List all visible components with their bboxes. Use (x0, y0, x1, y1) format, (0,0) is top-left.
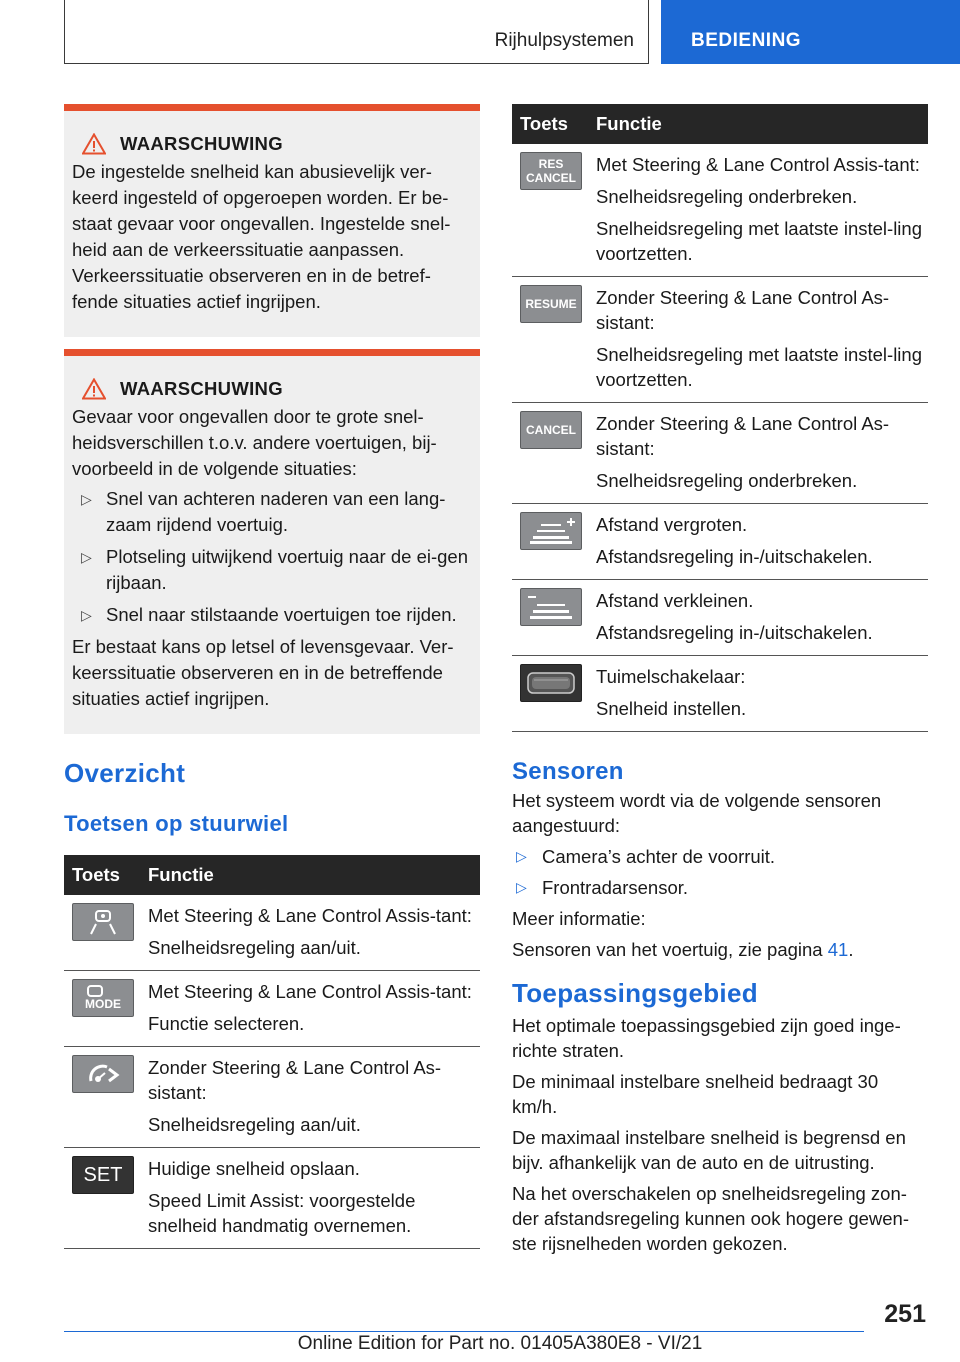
application-heading: Toepassingsgebied (512, 978, 758, 1008)
warning-intro: Gevaar voor ongevallen door te grote snel-heidsverschillen t.o.v. andere voertuigen, bij-voorbeeld in de volgende situaties: (72, 406, 437, 479)
table-row: SET Huidige snelheid opslaan. Speed Limit Assist: voorgestelde snelheid handmatig overnemen. (64, 1148, 480, 1249)
sensors-heading: Sensoren (512, 758, 624, 785)
table-row: Afstand vergroten. Afstandsregeling in-/uitschakelen. (512, 504, 928, 580)
list-item: ▷ Camera’s achter de voorruit. (516, 846, 776, 867)
col-header-key: Toets (64, 855, 140, 895)
resume-icon: RESUME (520, 285, 582, 323)
distance-increase-icon (520, 512, 582, 550)
chapter-tab[interactable] (661, 0, 960, 64)
overview-heading: Overzicht (64, 758, 186, 788)
distance-decrease-icon (520, 588, 582, 626)
table-row: Zonder Steering & Lane Control As-sistant: Snelheidsregeling aan/uit. (64, 1047, 480, 1148)
steering-keys-table-left (64, 855, 480, 1249)
sensors-section: Het systeem wordt via de volgende sensoren aangestuurd: ▷ Camera’s achter de voorruit. ▷ Frontradarsensor. Meer informatie: Sensoren van het voertuig, zie pagina 41. (512, 788, 928, 962)
res-cancel-icon: RES CANCEL (520, 152, 582, 190)
list-item: ▷ Snel van achteren naderen van een lang-zaam rijdend voertuig. (81, 488, 446, 535)
warning-title: WAARSCHUWING (72, 376, 472, 402)
table-row: Afstand verkleinen. Afstandsregeling in-/uitschakelen. (512, 580, 928, 656)
warning-box-1 (64, 104, 480, 337)
triangle-bullet-icon: ▷ (81, 549, 92, 565)
header-section-box (64, 0, 649, 64)
application-section: Het optimale toepassingsgebied zijn goed inge-richte straten. De minimaal instelbare snelheid bedraagt 30 km/h. De maximaal instelbare snelheid is begrensd en bijv. afhankelijk van de auto en de uitrusting. Na het overschakelen op snelheidsregeling zon-der afstandsregeling kunnen ook hogere gewen-ste rijsnelheden worden gekozen. (512, 1015, 910, 1254)
lane-assist-icon (72, 903, 134, 941)
col-header-key: Toets (512, 104, 588, 144)
list-item: ▷ Snel naar stilstaande voertuigen toe rijden. (72, 602, 472, 628)
footer-divider (64, 1331, 864, 1332)
triangle-bullet-icon: ▷ (81, 491, 92, 507)
table-row: Tuimelschakelaar: Snelheid instellen. (512, 656, 928, 732)
page-link[interactable]: 41 (827, 939, 849, 960)
warning-triangle-icon (82, 378, 106, 400)
triangle-bullet-icon: ▷ (81, 607, 92, 623)
col-header-function: Functie (140, 855, 480, 895)
page-number: 251 (884, 1300, 926, 1328)
table-row: MODE Met Steering & Lane Control Assis-tant: Functie selecteren. (64, 971, 480, 1047)
col-header-function: Functie (588, 104, 928, 144)
triangle-bullet-icon: ▷ (516, 879, 527, 895)
left-column (64, 104, 480, 1249)
set-icon: SET (72, 1156, 134, 1194)
warning-text: De ingestelde snelheid kan abusievelijk ver-keerd ingesteld of opgeroepen worden. Er be-staat gevaar voor ongevallen. Ingestelde snel-heid aan de verkeerssituatie aanpassen. Verkeerssituatie observeren en in de betref-fende situaties actief ingrijpen. (72, 161, 451, 312)
steering-keys-table-right (512, 104, 928, 732)
list-item: ▷ Plotseling uitwijkend voertuig naar de ei-gen rijbaan. (81, 546, 468, 593)
section-title: Rijhulpsystemen (494, 30, 634, 51)
table-row: RES CANCEL Met Steering & Lane Control Assis-tant: Snelheidsregeling onderbreken. Snelheidsregeling met laatste instel-ling voortzetten. (512, 144, 928, 277)
sensors-reference: Sensoren van het voertuig, zie pagina 41. (512, 939, 854, 960)
cruise-control-icon (72, 1055, 134, 1093)
table-row: CANCEL Zonder Steering & Lane Control As-sistant: Snelheidsregeling onderbreken. (512, 403, 928, 504)
cancel-icon: CANCEL (520, 411, 582, 449)
mode-icon: MODE (72, 979, 134, 1017)
table-row: RESUME Zonder Steering & Lane Control As-sistant: Snelheidsregeling met laatste instel-ling voortzetten. (512, 277, 928, 403)
sensors-list (512, 844, 928, 900)
chapter-tab-label: BEDIENING (691, 30, 802, 51)
warning-list (72, 486, 472, 628)
warning-box-2 (64, 349, 480, 734)
footer-edition: Online Edition for Part no. 01405A380E8 - VI/21 (297, 1333, 703, 1354)
right-column (512, 104, 928, 1256)
warning-triangle-icon (82, 133, 106, 155)
warning-title: WAARSCHUWING (72, 131, 472, 157)
steering-keys-heading: Toetsen op stuurwiel (64, 811, 289, 836)
table-row: Met Steering & Lane Control Assis-tant: Snelheidsregeling aan/uit. (64, 895, 480, 971)
list-item: ▷ Frontradarsensor. (516, 877, 689, 898)
triangle-bullet-icon: ▷ (516, 848, 527, 864)
rocker-switch-icon (520, 664, 582, 702)
warning-outro: Er bestaat kans op letsel of levensgevaar. Ver-keerssituatie observeren en in de betreffende situaties actief ingrijpen. (72, 636, 454, 709)
